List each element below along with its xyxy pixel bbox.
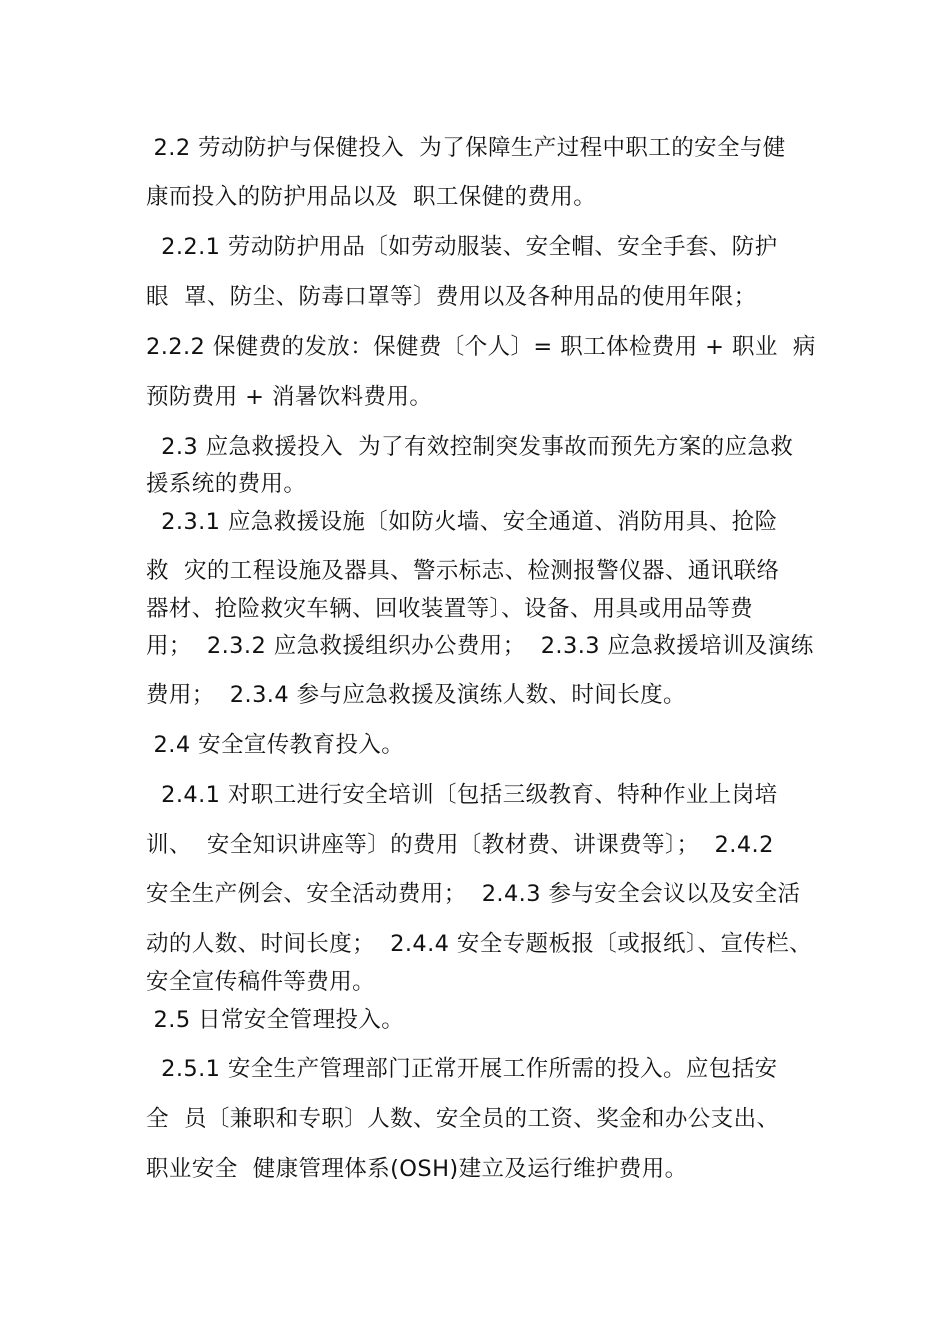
text-line: 2.3 应急救援投入 为了有效控制突发事故而预先方案的应急救 <box>146 434 794 460</box>
text-line: 2.2 劳动防护与保健投入 为了保障生产过程中职工的安全与健 <box>146 135 786 161</box>
text-line: 费用； 2.3.4 参与应急救援及演练人数、时间长度。 <box>146 682 686 708</box>
text-line: 眼 罩、防尘、防毒口罩等〕费用以及各种用品的使用年限； <box>146 284 757 310</box>
text-line: 安全宣传稿件等费用。 <box>146 969 376 995</box>
text-line: 安全生产例会、安全活动费用； 2.4.3 参与安全会议以及安全活 <box>146 881 801 907</box>
text-line: 职业安全 健康管理体系(OSH)建立及运行维护费用。 <box>146 1156 688 1182</box>
text-line: 预防费用 + 消暑饮料费用。 <box>146 384 433 410</box>
text-line: 2.3.1 应急救援设施〔如防火墙、安全通道、消防用具、抢险 <box>146 509 778 535</box>
text-line: 2.2.1 劳动防护用品〔如劳动服装、安全帽、安全手套、防护 <box>146 234 778 260</box>
text-line: 训、 安全知识讲座等〕的费用〔教材费、讲课费等〕； 2.4.2 <box>146 832 774 858</box>
text-line: 2.4.1 对职工进行安全培训〔包括三级教育、特种作业上岗培 <box>146 782 778 808</box>
text-line: 器材、抢险救灾车辆、回收装置等〕、设备、用具或用品等费 <box>146 596 754 622</box>
text-line: 全 员〔兼职和专职〕人数、安全员的工资、奖金和办公支出、 <box>146 1106 780 1132</box>
text-line: 救 灾的工程设施及器具、警示标志、检测报警仪器、通讯联络 <box>146 558 780 584</box>
text-line: 2.4 安全宣传教育投入。 <box>146 732 405 758</box>
text-line: 2.5 日常安全管理投入。 <box>146 1007 405 1033</box>
text-line: 动的人数、时间长度； 2.4.4 安全专题板报〔或报纸〕、宣传栏、 <box>146 931 813 957</box>
text-line: 2.2.2 保健费的发放：保健费〔个人〕= 职工体检费用 + 职业 病 <box>146 334 816 360</box>
text-line: 用； 2.3.2 应急救援组织办公费用； 2.3.3 应急救援培训及演练 <box>146 633 814 659</box>
text-line: 援系统的费用。 <box>146 471 307 497</box>
text-line: 2.5.1 安全生产管理部门正常开展工作所需的投入。应包括安 <box>146 1056 778 1082</box>
text-line: 康而投入的防护用品以及 职工保健的费用。 <box>146 184 597 210</box>
